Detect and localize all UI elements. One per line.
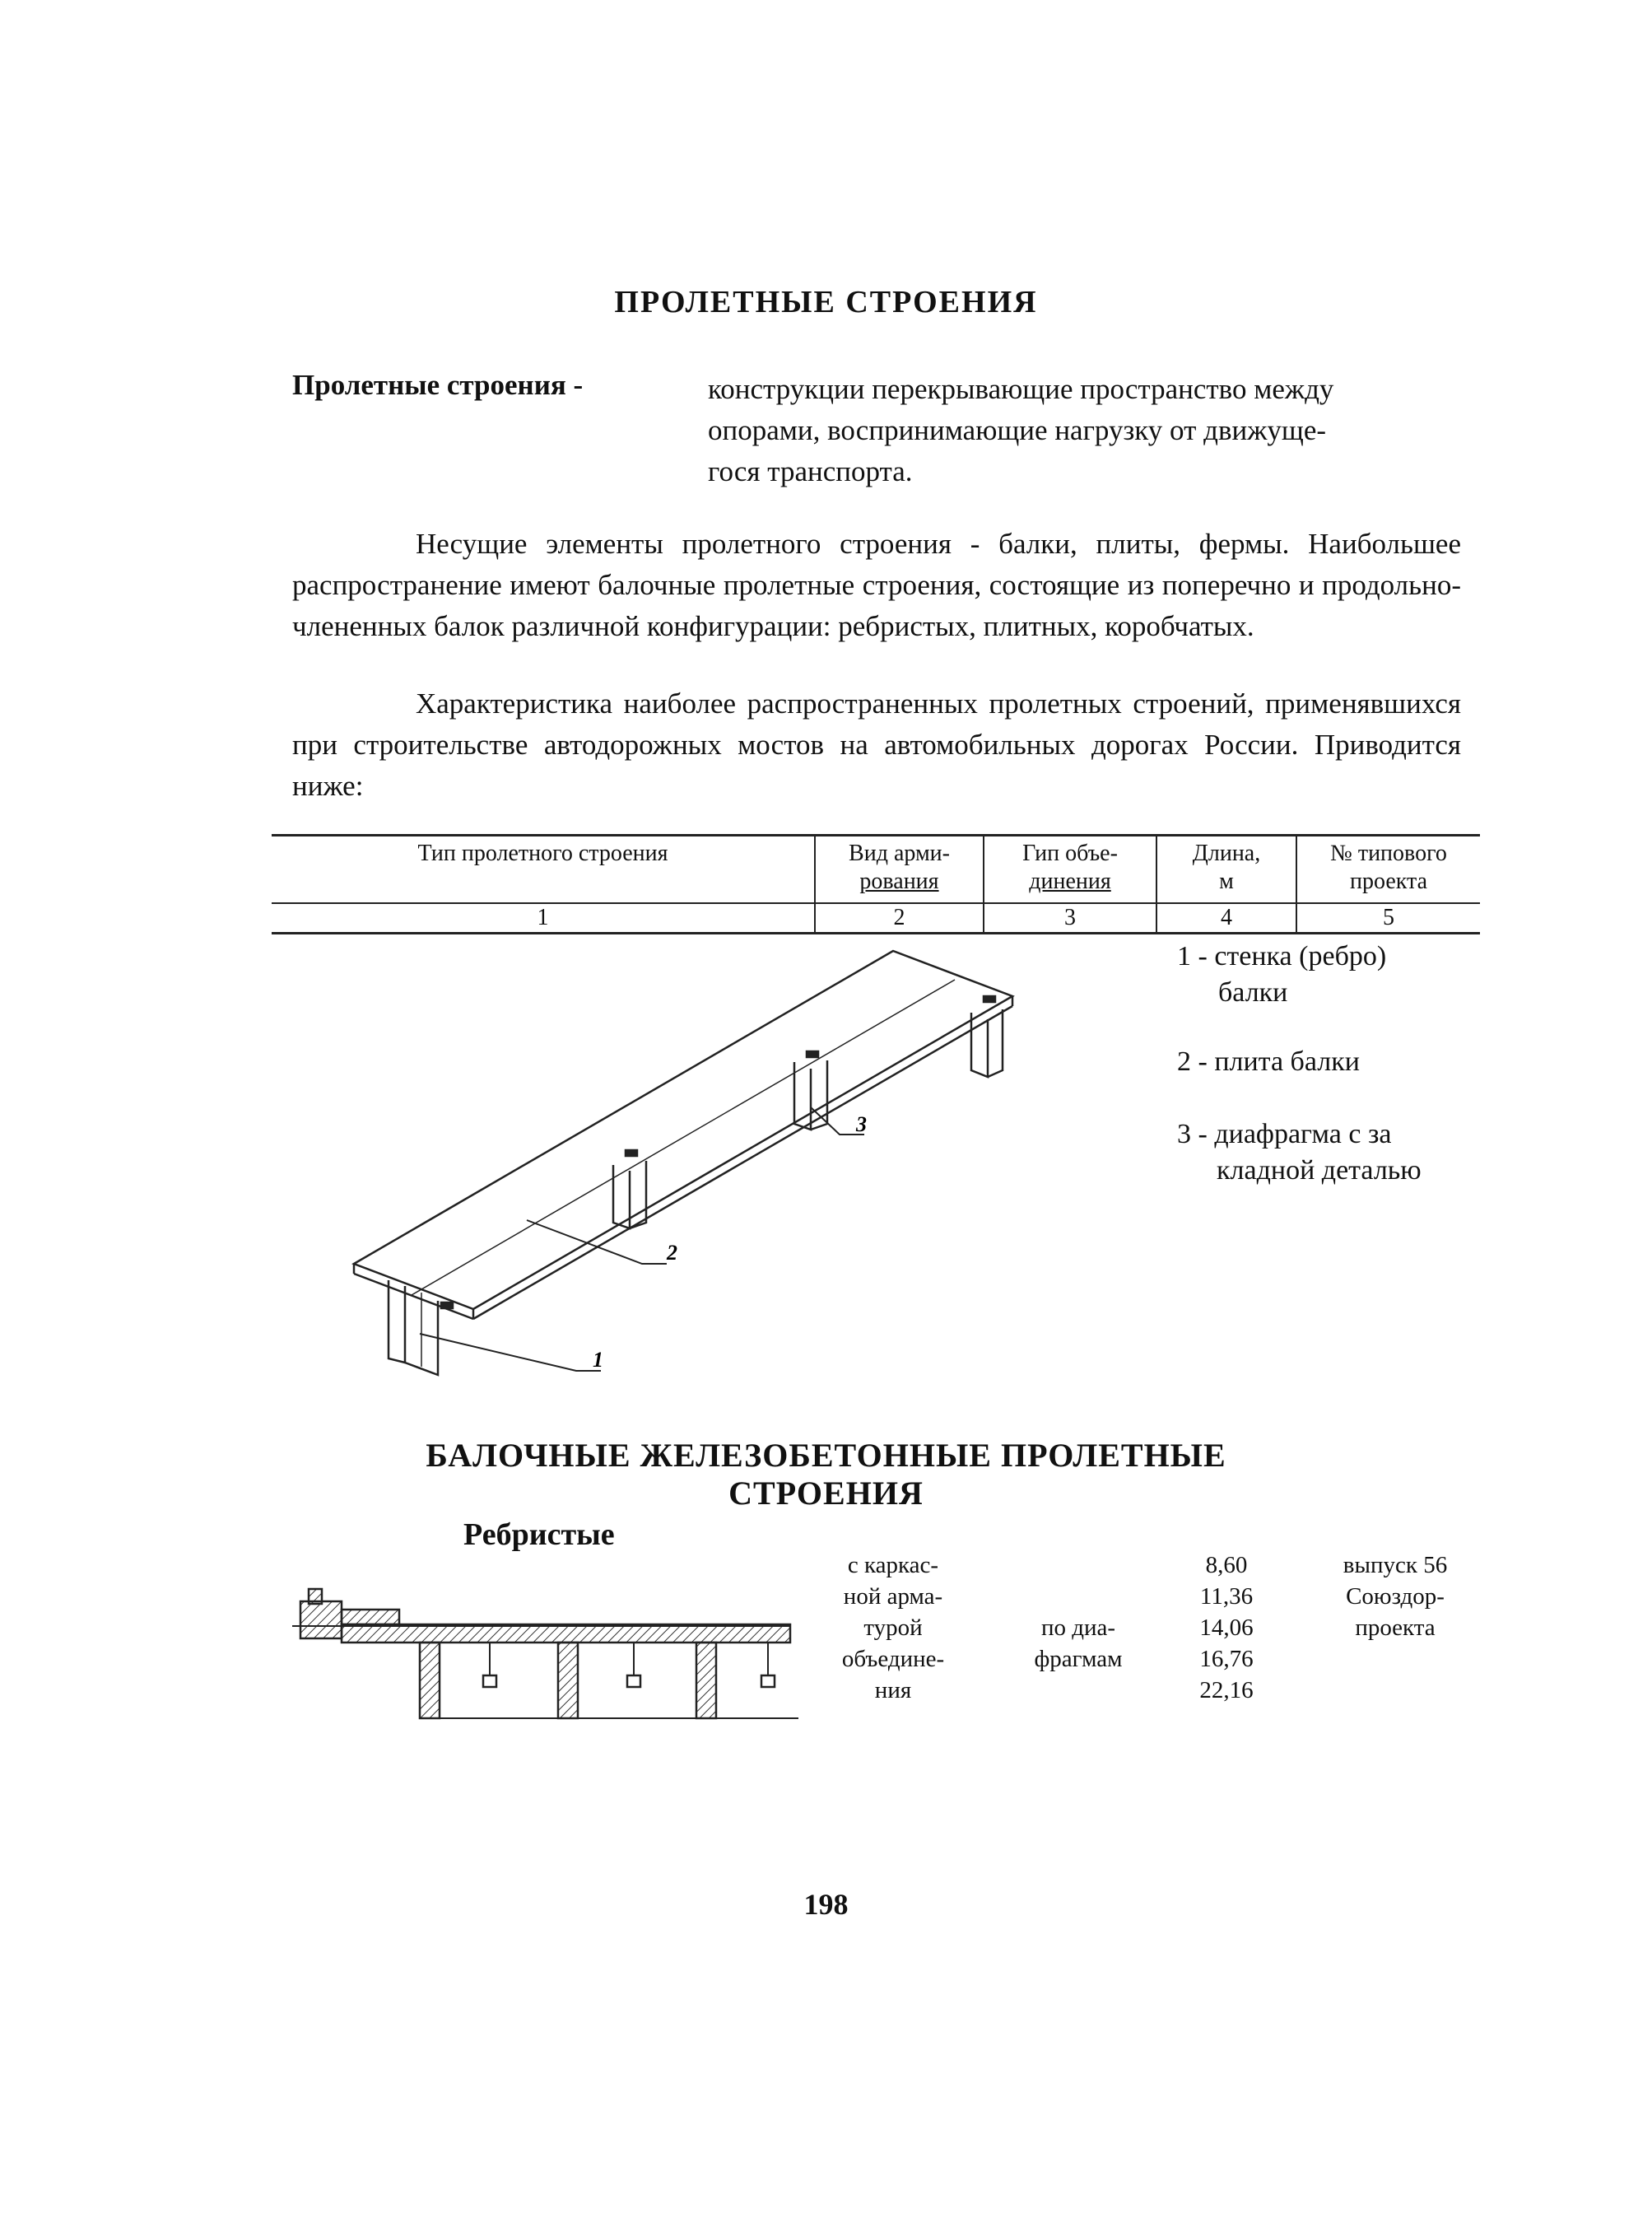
cell-line: 14,06 bbox=[1199, 1615, 1254, 1641]
table-number-row bbox=[272, 903, 1480, 934]
callout-3: 3 bbox=[856, 1112, 867, 1136]
callout-1: 1 bbox=[593, 1348, 603, 1372]
legend-item-web-cont: балки bbox=[1218, 977, 1288, 1008]
cell-lengths bbox=[1177, 1549, 1276, 1706]
definition-line: гося транспорта. bbox=[708, 455, 913, 487]
characteristics-table-header bbox=[272, 834, 1480, 934]
paragraph-load-bearing: Несущие элементы пролетного строения - балки, плиты, фермы. Наибольшее распространение имеют балочные пролетные строения, состоящие из поперечно и продольно-члененных балок различной конфигурации: ребристых, плитных, коробчатых. bbox=[292, 528, 1461, 642]
cell-line: турой bbox=[863, 1615, 923, 1641]
cell-line: фрагмам bbox=[1034, 1646, 1123, 1672]
section-title bbox=[0, 1437, 1652, 1512]
col-header-project: № типового проекта bbox=[1296, 836, 1480, 904]
ribbed-span-cross-section bbox=[292, 1585, 798, 1725]
cell-line: 8,60 bbox=[1205, 1552, 1248, 1578]
cell-line: выпуск 56 bbox=[1343, 1552, 1448, 1578]
page-title: ПРОЛЕТНЫЕ СТРОЕНИЯ bbox=[614, 285, 1038, 319]
cell-line: с каркас- bbox=[847, 1552, 939, 1578]
col-number: 2 bbox=[815, 903, 984, 934]
table-header-row bbox=[272, 836, 1480, 904]
definition-term: Пролетные строения - bbox=[292, 369, 584, 401]
cell-line: 22,16 bbox=[1199, 1677, 1254, 1703]
col-header-reinforcement: Вид арми- рования bbox=[815, 836, 984, 904]
cell-line: по диа- bbox=[1040, 1615, 1116, 1641]
cell-project bbox=[1317, 1549, 1473, 1643]
beam-isometric-drawing bbox=[329, 939, 1037, 1383]
cell-joining-type bbox=[1008, 1612, 1148, 1675]
callout-2: 2 bbox=[667, 1241, 677, 1265]
legend-item-slab: 2 - плита балки bbox=[1177, 1046, 1360, 1077]
cell-line: 16,76 bbox=[1199, 1646, 1254, 1672]
legend-item-diaphragm-cont: кладной деталью bbox=[1217, 1155, 1422, 1186]
definition-line: конструкции перекрывающие пространство между bbox=[708, 373, 1334, 405]
col-header-type: Тип пролетного строения bbox=[272, 836, 815, 904]
col-number: 5 bbox=[1296, 903, 1480, 934]
section-title-line: БАЛОЧНЫЕ ЖЕЛЕЗОБЕТОННЫЕ ПРОЛЕТНЫЕ bbox=[426, 1437, 1226, 1474]
cell-line: Союздор- bbox=[1346, 1583, 1445, 1610]
page-number: 198 bbox=[803, 1888, 849, 1921]
col-number: 3 bbox=[984, 903, 1156, 934]
section-subtitle: Ребристые bbox=[463, 1517, 615, 1552]
cell-line: проекта bbox=[1355, 1615, 1436, 1641]
col-number: 1 bbox=[272, 903, 815, 934]
col-header-length: Длина, м bbox=[1156, 836, 1296, 904]
col-number: 4 bbox=[1156, 903, 1296, 934]
section-title-line: СТРОЕНИЯ bbox=[728, 1475, 924, 1512]
col-header-joining: Гип объе- динения bbox=[984, 836, 1156, 904]
cell-line: объедине- bbox=[841, 1646, 945, 1672]
definition-line: опорами, воспринимающие нагрузку от движуще- bbox=[708, 414, 1327, 446]
definition-text bbox=[708, 369, 1473, 492]
legend-item-web: 1 - стенка (ребро) bbox=[1177, 941, 1387, 972]
legend-item-diaphragm: 3 - диафрагма с за bbox=[1177, 1119, 1392, 1149]
cell-line: ния bbox=[874, 1677, 912, 1703]
paragraph-characteristics: Характеристика наиболее распространенных пролетных строений, применявшихся при строительстве автодорожных мостов на автомобильных дорогах России. Приводится ниже: bbox=[292, 687, 1461, 802]
cell-line: 11,36 bbox=[1199, 1583, 1254, 1610]
cell-line: ной арма- bbox=[843, 1583, 943, 1610]
cell-reinforcement-type bbox=[815, 1549, 971, 1706]
